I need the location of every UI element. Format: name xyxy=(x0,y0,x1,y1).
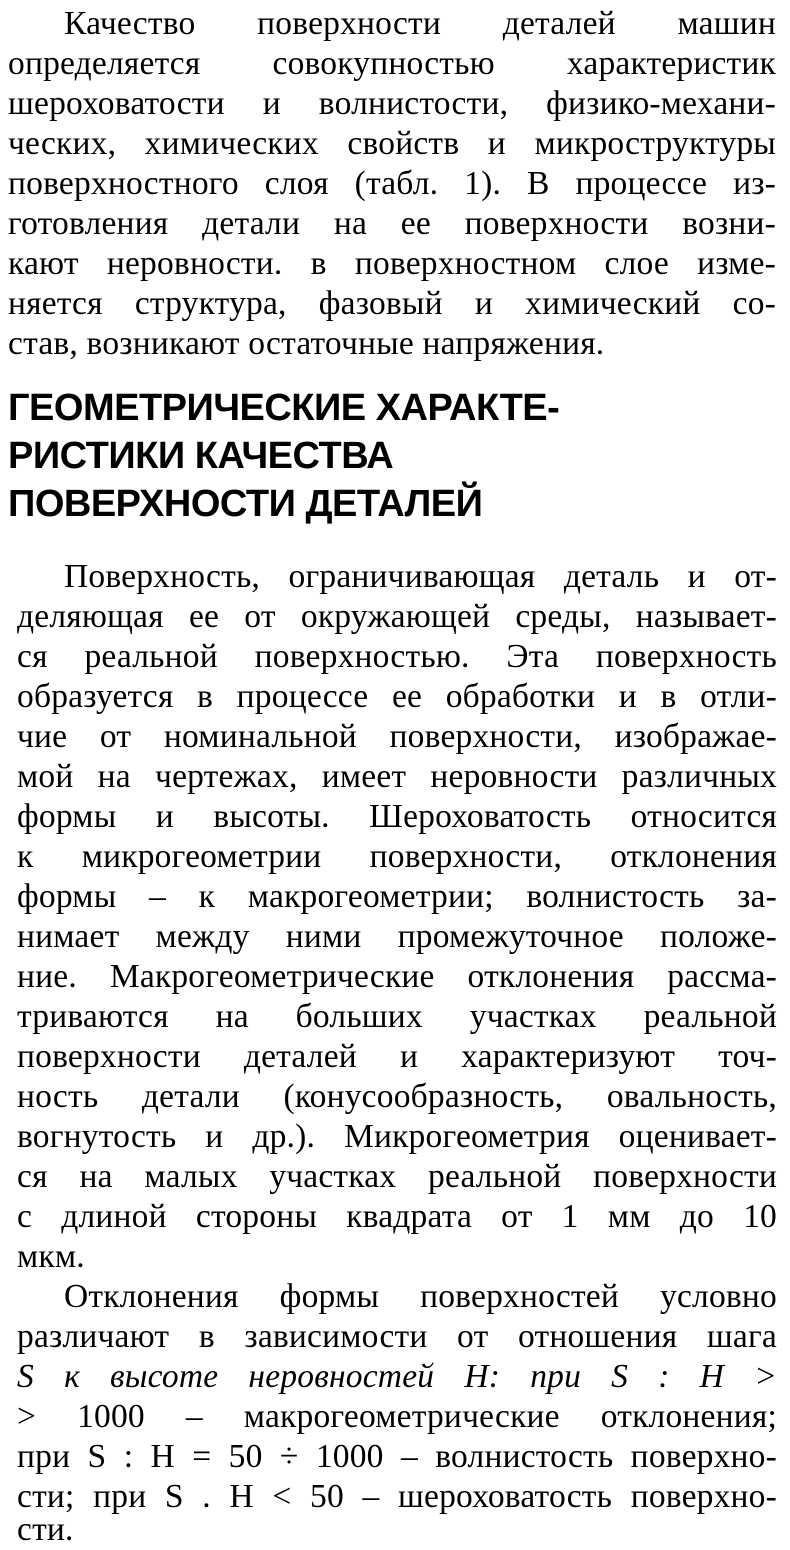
p3-line-7: сти. xyxy=(17,1511,74,1548)
p2-line-13: поверхности деталей и характеризуют точ- xyxy=(17,1038,777,1075)
intro-line-2: определяется совокупностью характеристик xyxy=(8,45,776,82)
p2-line-3: ся реальной поверхностью. Эта поверхность xyxy=(17,638,777,675)
p3-line-2: различают в зависимости от отношения шага xyxy=(17,1318,777,1355)
section-heading-line-1: ГЕОМЕТРИЧЕСКИЕ ХАРАКТЕ- xyxy=(8,387,560,429)
p2-line-16: ся на малых участках реальной поверхности xyxy=(17,1158,777,1195)
p3-line-6: сти; при S . H < 50 – шероховатость поверхно- xyxy=(17,1478,777,1515)
section-heading-line-2: РИСТИКИ КАЧЕСТВА xyxy=(8,435,394,477)
p2-line-9: формы – к макрогеометрии; волнистость за- xyxy=(17,878,777,915)
p2-line-5: чие от номинальной поверхности, изображае- xyxy=(17,718,777,755)
intro-line-9: став, возникают остаточные напряжения. xyxy=(8,325,605,362)
intro-line-6: готовления детали на ее поверхности возни- xyxy=(8,205,776,242)
p3-line-1: Отклонения формы поверхностей условно xyxy=(64,1278,777,1315)
p3-line-4: > 1000 – макрогеометрические отклонения; xyxy=(17,1398,777,1435)
p2-line-7: формы и высоты. Шероховатость относится xyxy=(17,798,777,835)
p2-line-12: триваются на больших участках реальной xyxy=(17,998,777,1035)
p2-line-1: Поверхность, ограничивающая деталь и от- xyxy=(64,558,777,595)
p2-line-18: мкм. xyxy=(17,1238,85,1275)
intro-line-3: шероховатости и волнистости, физико-механи- xyxy=(8,85,776,122)
intro-line-5: поверхностного слоя (табл. 1). В процессе из- xyxy=(8,165,776,202)
intro-line-7: кают неровности. в поверхностном слое изме- xyxy=(8,245,776,282)
p2-line-10: нимает между ними промежуточное положе- xyxy=(17,918,777,955)
intro-line-8: няется структура, фазовый и химический со- xyxy=(8,285,776,322)
section-heading-line-3: ПОВЕРХНОСТИ ДЕТАЛЕЙ xyxy=(8,483,483,525)
p3-line-3: S к высоте неровностей H: при S : H > xyxy=(17,1358,777,1395)
p3-line-5: при S : H = 50 ÷ 1000 – волнистость поверхно- xyxy=(17,1438,777,1475)
p2-line-14: ность детали (конусообразность, овальность, xyxy=(17,1078,777,1115)
p2-line-8: к микрогеометрии поверхности, отклонения xyxy=(17,838,777,875)
p2-line-4: образуется в процессе ее обработки и в отли- xyxy=(17,678,777,715)
intro-line-4: ческих, химических свойств и микроструктуры xyxy=(8,125,776,162)
p2-line-15: вогнутость и др.). Микрогеометрия оценивает- xyxy=(17,1118,777,1155)
intro-line-1: Качество поверхности деталей машин xyxy=(64,5,776,42)
p2-line-17: с длиной стороны квадрата от 1 мм до 10 xyxy=(17,1198,777,1235)
p2-line-6: мой на чертежах, имеет неровности различных xyxy=(17,758,777,795)
p2-line-11: ние. Макрогеометрические отклонения рассма- xyxy=(17,958,777,995)
p2-line-2: деляющая ее от окружающей среды, называет- xyxy=(17,598,777,635)
